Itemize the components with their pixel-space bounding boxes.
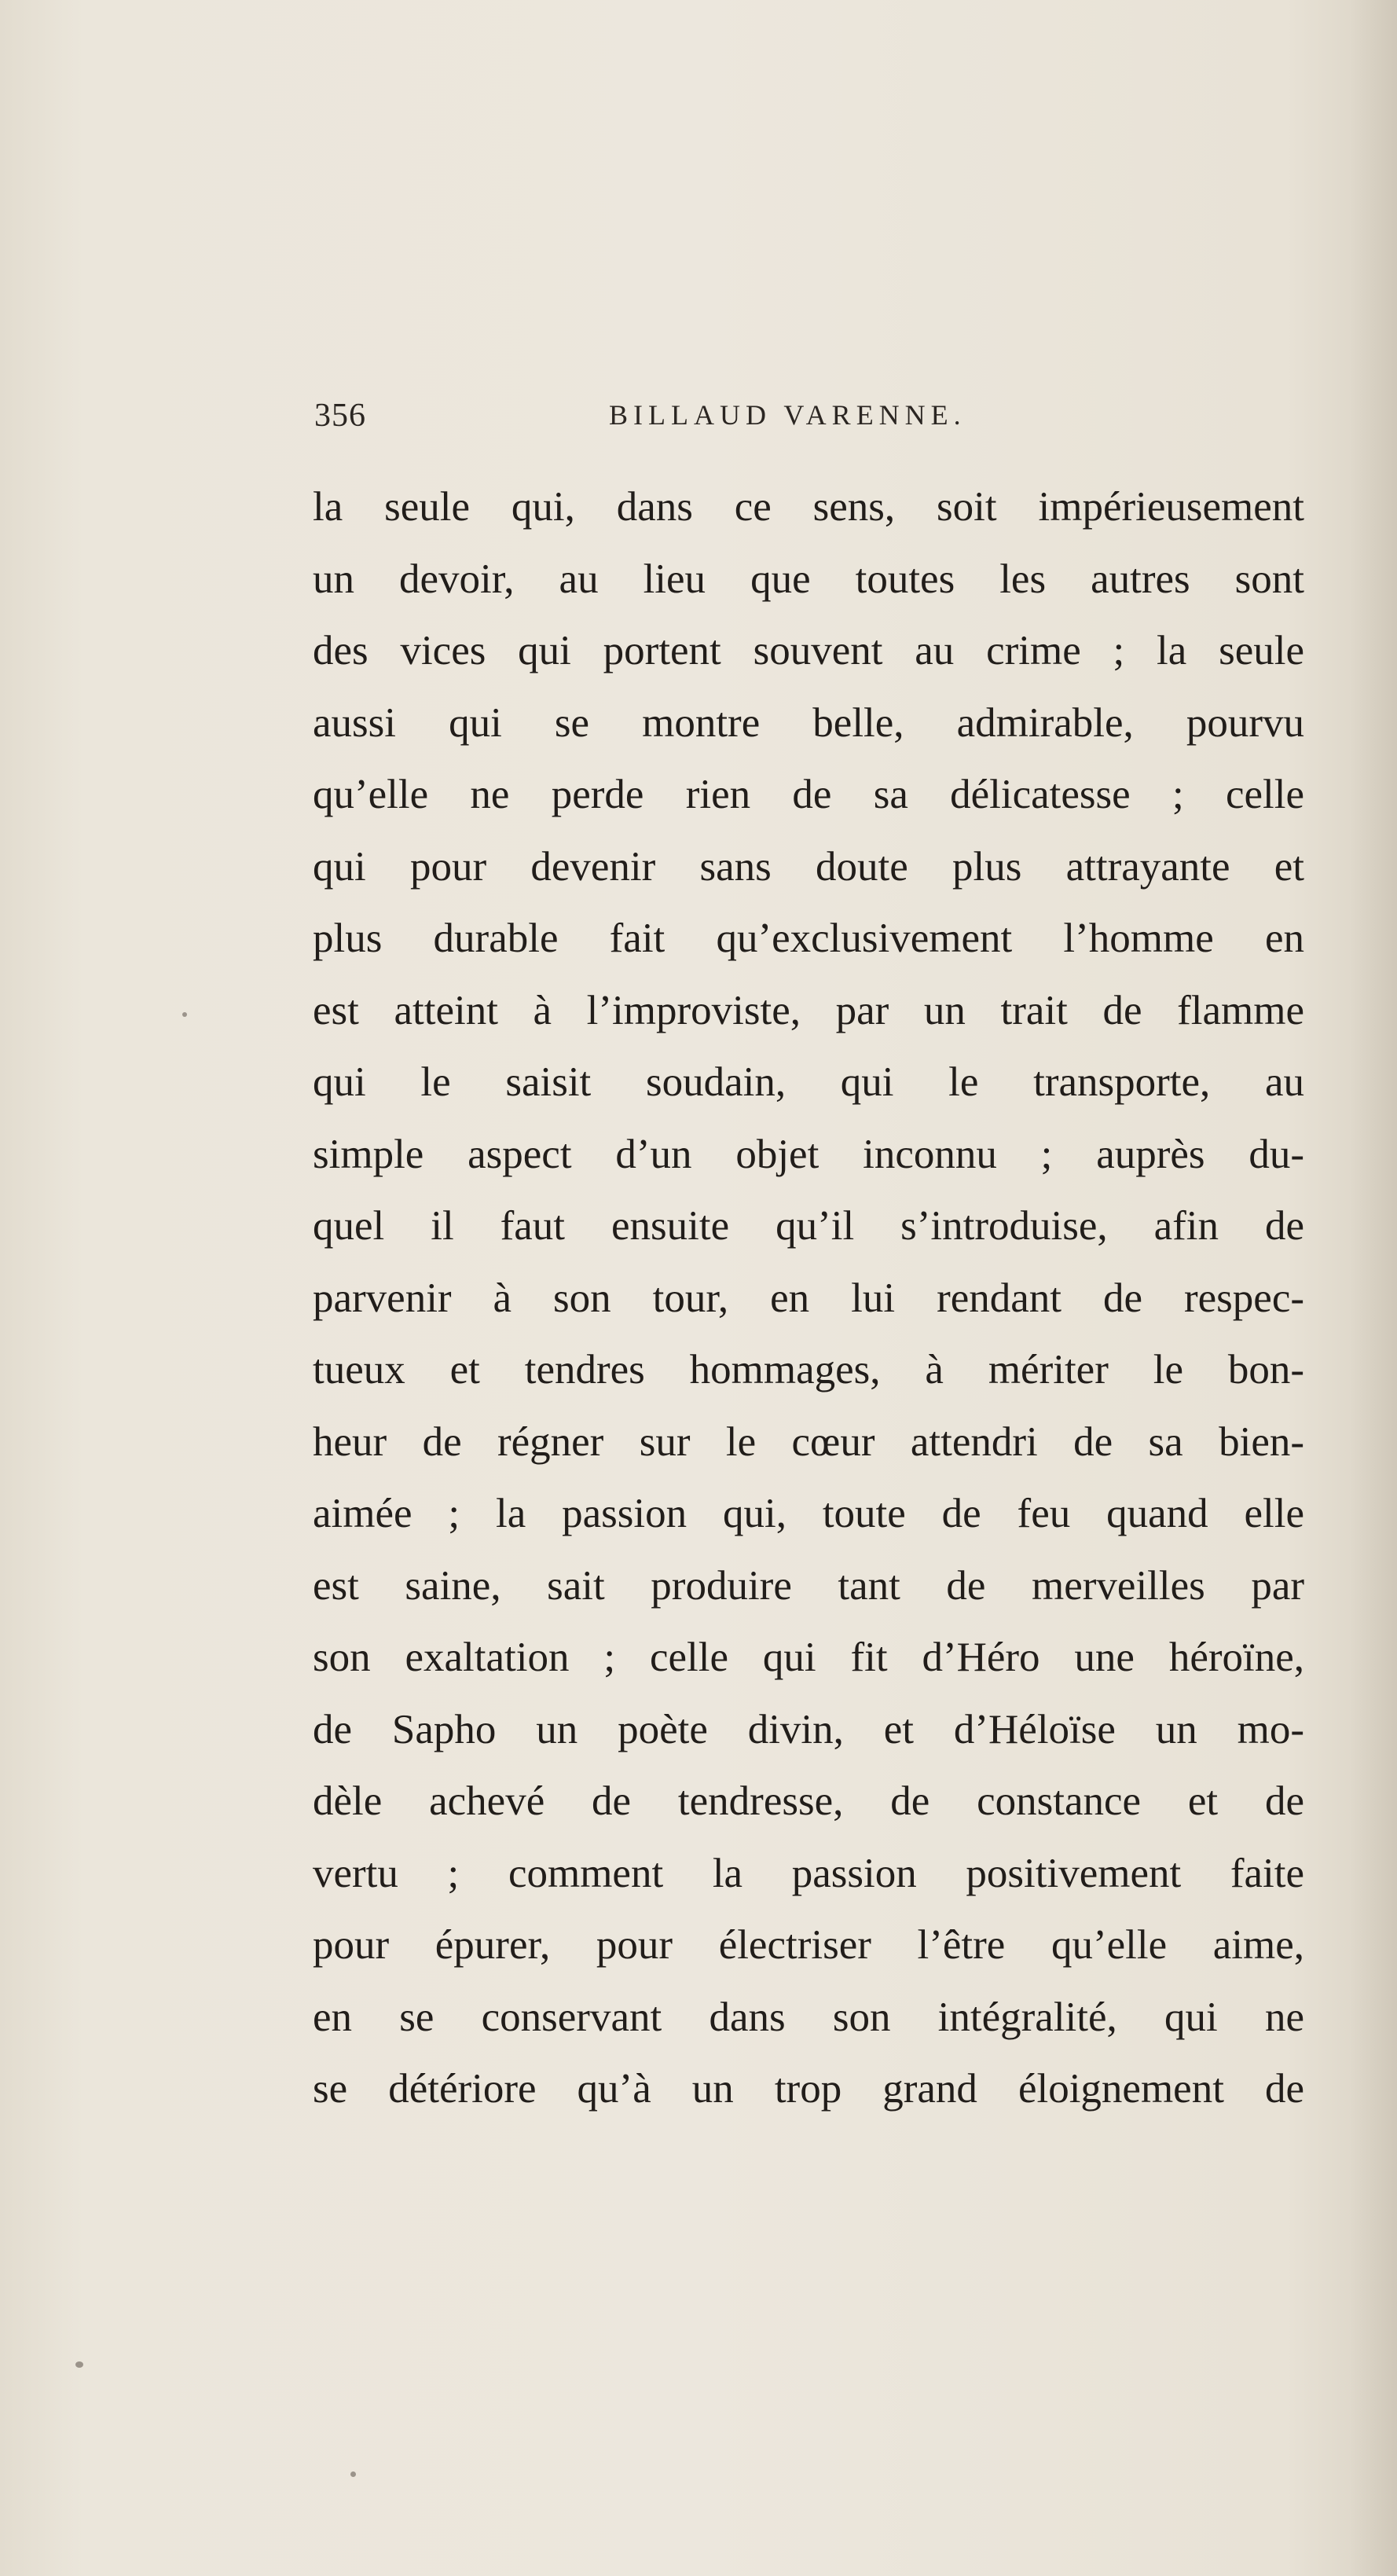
text-line: quel il faut ensuite qu’il s’introduise, afin de (313, 1203, 1304, 1249)
text-line: heur de régner sur le cœur attendri de sa bien- (313, 1418, 1304, 1465)
paper-speck (75, 2361, 83, 2368)
text-line: qui le saisit soudain, qui le transporte, au (313, 1059, 1304, 1105)
text-line: plus durable fait qu’exclusivement l’homme en (313, 916, 1304, 961)
text-line: tueux et tendres hommages, à mériter le bon- (313, 1347, 1304, 1393)
text-line: dèle achevé de tendresse, de constance et de (313, 1778, 1304, 1824)
text-line: pour épurer, pour électriser l’être qu’elle aime, (313, 1922, 1304, 1968)
text-line: aimée ; la passion qui, toute de feu quand elle (313, 1491, 1304, 1536)
body-text (313, 472, 1304, 2126)
paper-speck (182, 1012, 187, 1017)
text-line: qui pour devenir sans doute plus attrayante et (313, 843, 1304, 890)
text-line: parvenir à son tour, en lui rendant de respec- (313, 1275, 1304, 1321)
text-line: la seule qui, dans ce sens, soit impérieusement (313, 484, 1304, 530)
text-line: son exaltation ; celle qui fit d’Héro une héroïne, (313, 1635, 1304, 1680)
text-line: simple aspect d’un objet inconnu ; auprès du- (313, 1131, 1304, 1177)
text-line: aussi qui se montre belle, admirable, pourvu (313, 699, 1304, 746)
paper-speck (350, 2471, 356, 2477)
text-line: se détériore qu’à un trop grand éloignement de (313, 2066, 1304, 2112)
text-line: qu’elle ne perde rien de sa délicatesse ; celle (313, 772, 1304, 817)
text-line: de Sapho un poète divin, et d’Héloïse un mo- (313, 1706, 1304, 1752)
page-number: 356 (314, 398, 366, 434)
text-line: est atteint à l’improviste, par un trait de flamme (313, 987, 1304, 1033)
text-line: des vices qui portent souvent au crime ; la seule (313, 628, 1304, 673)
text-line: est saine, sait produire tant de merveilles par (313, 1562, 1304, 1609)
text-line: en se conservant dans son intégralité, qui ne (313, 1994, 1304, 2040)
text-line: un devoir, au lieu que toutes les autres sont (313, 556, 1304, 602)
page-edge-shadow (1350, 0, 1397, 2576)
running-title: BILLAUD VARENNE. (609, 399, 966, 431)
page-header (314, 397, 1304, 444)
text-line: vertu ; comment la passion positivement faite (313, 1850, 1304, 1896)
